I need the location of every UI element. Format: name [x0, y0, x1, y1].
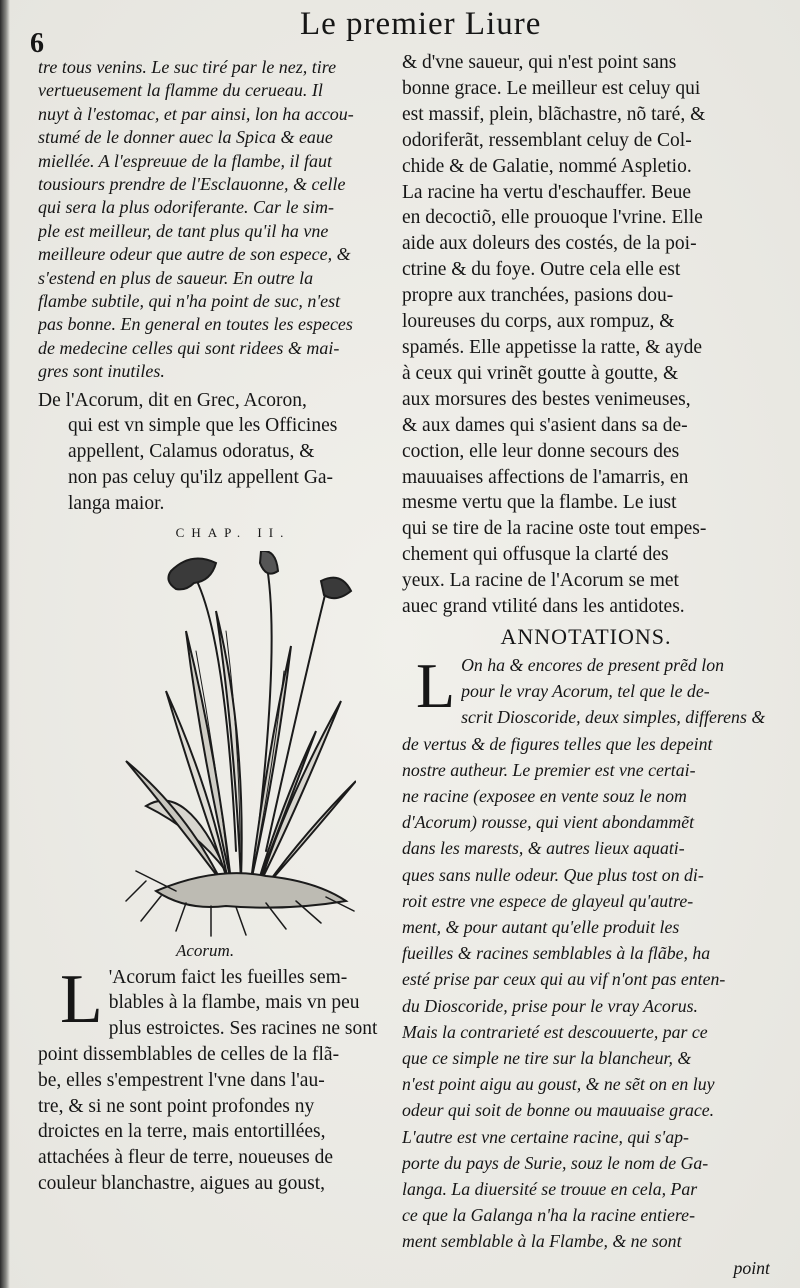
text-line: & d'vne saueur, qui n'est point sans: [402, 52, 677, 73]
text-line: roit estre vne espece de glayeul qu'autre-: [402, 890, 694, 911]
text-line: ce que la Galanga n'ha la racine entiere-: [402, 1205, 695, 1226]
left-body-paragraph: [38, 960, 388, 1197]
text-line: auec grand vtilité dans les antidotes.: [402, 596, 685, 618]
text-line: n'est point aigu au goust, & ne sẽt on en luy: [402, 1074, 715, 1095]
text-line: chement qui offusque la clarté des: [402, 544, 669, 566]
text-line: qui se tire de la racine oste tout empes-: [402, 518, 707, 540]
text-line: de vertus & de figures telles que les depeint: [402, 733, 713, 754]
text-line: chide & de Galatie, nommé Aspletio.: [402, 155, 692, 177]
drop-capital: L: [416, 649, 456, 721]
text-line: coction, elle leur donne secours des: [402, 440, 680, 462]
text-line: couleur blanchastre, aigues au goust,: [38, 1173, 325, 1195]
text-line: nostre autheur. Le premier est vne certai-: [402, 759, 696, 780]
text-line: point dissemblables de celles de la flã-: [38, 1044, 340, 1066]
text-line: De l'Acorum, dit en Grec, Acoron,: [38, 389, 307, 411]
text-line: miellée. A l'espreuue de la flambe, il faut: [38, 150, 332, 171]
text-line: tre, & si ne sont point profondes ny: [38, 1095, 315, 1117]
text-line: L'autre est vne certaine racine, qui s'ap-: [402, 1126, 689, 1147]
text-line: flambe subtile, qui n'ha point de suc, n'est: [38, 291, 341, 312]
text-line: tousiours prendre de l'Esclauonne, & celle: [38, 174, 346, 195]
acorum-plant-illustration: [116, 551, 356, 941]
text-line: en decoctiõ, elle prouoque l'vrine. Elle: [402, 207, 703, 229]
chapter-label: CHAP. II.: [175, 524, 291, 540]
text-line: qui sera la plus odoriferante. Car le sim-: [38, 197, 334, 218]
text-line: aide aux doleurs des costés, de la poi-: [402, 233, 697, 255]
text-line: d'Acorum) rousse, qui vient abondammẽt: [402, 812, 695, 833]
acorum-woodcut-figure: [38, 551, 388, 961]
text-line: plus estroictes. Ses racines ne sont: [108, 1018, 378, 1040]
text-line: ques sans nulle odeur. Que plus tost on di-: [402, 864, 704, 885]
right-body-paragraph: [402, 50, 770, 620]
text-line: non pas celuy qu'ilz appellent Ga-: [68, 467, 334, 489]
text-line: attachées à fleur de terre, noueuses de: [38, 1147, 334, 1169]
drop-capital: L: [60, 960, 103, 1038]
text-line: spamés. Elle appetisse la ratte, & ayde: [402, 336, 702, 358]
text-line: scrit Dioscoride, deux simples, differens &: [461, 707, 766, 728]
page-gutter-shadow: [0, 0, 10, 1288]
text-line: be, elles s'empestrent l'vne dans l'au-: [38, 1069, 325, 1091]
text-line: mesme vertu que la flambe. Le iust: [402, 492, 677, 514]
text-line: & aux dames qui s'asient dans sa de-: [402, 414, 688, 436]
text-line: aux morsures des bestes venimeuses,: [402, 388, 691, 410]
text-line: mauuaises affections de l'amarris, en: [402, 466, 689, 488]
text-line: droictes en la terre, mais entortillées,: [38, 1121, 326, 1143]
catchword: point: [733, 1257, 770, 1278]
text-line: On ha & encores de present prẽd lon: [461, 654, 724, 675]
text-line: gres sont inutiles.: [38, 361, 165, 382]
text-line: bonne grace. Le meilleur est celuy qui: [402, 77, 701, 99]
text-line: appellent, Calamus odoratus, &: [68, 441, 315, 463]
text-line: 'Acorum faict les fueilles sem-: [108, 966, 348, 988]
text-line: ment, & pour autant qu'elle produit les: [402, 916, 680, 937]
text-line: fueilles & racines semblables à la flãbe, ha: [402, 943, 711, 964]
text-line: pas bonne. En general en toutes les especes: [38, 314, 353, 335]
text-line: porte du pays de Surie, souz le nom de Ga-: [402, 1152, 709, 1173]
right-column: [402, 50, 770, 1281]
text-line: dans les marests, & autres lieux aquati-: [402, 838, 685, 859]
text-line: La racine ha vertu d'eschauffer. Beue: [402, 181, 692, 203]
text-line: langa. La diuersité se trouue en cela, Par: [402, 1179, 698, 1199]
left-column: [38, 56, 388, 1197]
text-line: tre tous venins. Le suc tiré par le nez, tire: [38, 57, 337, 77]
text-line: loureuses du corps, aux rompuz, &: [402, 311, 675, 333]
left-italic-paragraph: [38, 56, 388, 384]
text-line: ple est meilleur, de tant plus qu'il ha vne: [38, 220, 329, 241]
text-line: pour le vray Acorum, tel que le de-: [461, 681, 710, 702]
text-line: Mais la contrarieté est descouuerte, par ce: [402, 1021, 708, 1042]
text-line: ment semblable à la Flambe, & ne sont: [402, 1231, 682, 1252]
figure-caption: Acorum.: [176, 940, 235, 960]
chapter-title: [38, 388, 388, 517]
text-line: esté prise par ceux qui au vif n'ont pas enten-: [402, 969, 726, 990]
text-line: est massif, plein, blãchastre, nõ taré, &: [402, 103, 706, 125]
text-line: odoriferãt, ressemblant celuy de Col-: [402, 129, 692, 151]
annotations-heading: ANNOTATIONS.: [500, 623, 672, 649]
text-line: langa maior.: [68, 492, 165, 514]
text-line: de medecine celles qui sont ridees & mai-: [38, 337, 340, 358]
text-line: ne racine (exposee en vente souz le nom: [402, 785, 687, 806]
text-line: du Dioscoride, prise pour le vray Acorus.: [402, 995, 698, 1016]
text-line: qui est vn simple que les Officines: [68, 415, 338, 437]
text-line: yeux. La racine de l'Acorum se met: [402, 570, 679, 592]
annotations-paragraph: [402, 649, 770, 1281]
text-line: à ceux qui vrinẽt goutte à goutte, &: [402, 362, 679, 384]
text-line: meilleure odeur que autre de son espece, &: [38, 244, 351, 265]
text-line: propre aux tranchées, pasions dou-: [402, 285, 674, 307]
text-line: vertueusement la flamme du cerueau. Il: [38, 80, 323, 101]
running-title: Le premier Liure: [300, 6, 542, 42]
text-line: stumé de le donner auec la Spica & eaue: [38, 127, 333, 148]
text-line: odeur qui soit de bonne ou mauuaise grace.: [402, 1100, 715, 1121]
text-line: blables à la flambe, mais vn peu: [108, 992, 360, 1014]
text-line: ctrine & du foye. Outre cela elle est: [402, 259, 681, 281]
text-line: nuyt à l'estomac, et par ainsi, lon ha accou-: [38, 103, 354, 124]
page-number: 6: [30, 28, 44, 59]
text-line: que ce simple ne tire sur la blancheur, &: [402, 1047, 692, 1068]
text-line: s'estend en plus de saueur. En outre la: [38, 267, 314, 288]
